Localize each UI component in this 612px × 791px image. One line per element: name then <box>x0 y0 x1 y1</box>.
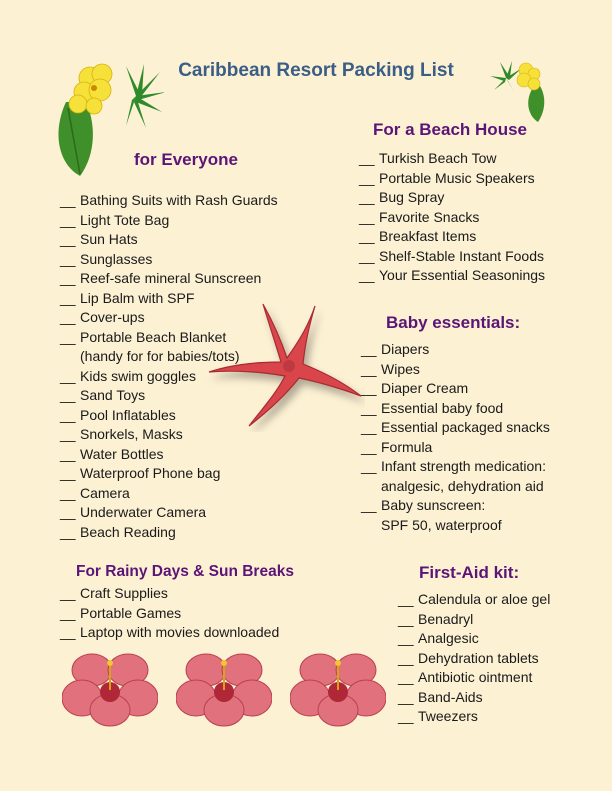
item-text: Reef-safe mineral Sunscreen <box>80 270 262 286</box>
list-item <box>359 169 545 189</box>
checkbox-blank: __ <box>359 208 375 225</box>
checkbox-blank: __ <box>60 585 76 601</box>
list-item <box>359 227 545 247</box>
hibiscus-flower-icon <box>176 650 272 728</box>
item-subtext: (handy for for babies/tots) <box>80 348 240 364</box>
checkbox-blank: __ <box>361 458 377 474</box>
list-item <box>361 360 550 380</box>
checkbox-blank: __ <box>398 688 414 705</box>
list-item <box>361 418 550 438</box>
checkbox-blank: __ <box>361 497 377 513</box>
item-text: Laptop with movies downloaded <box>80 624 280 640</box>
list-item <box>60 604 279 624</box>
checkbox-blank: __ <box>60 465 76 481</box>
checkbox-blank: __ <box>60 211 76 228</box>
list-item <box>398 649 550 669</box>
list-item <box>361 438 550 458</box>
list-item <box>60 328 278 367</box>
item-text: Sun Hats <box>80 231 138 247</box>
list-item <box>60 211 278 231</box>
list-item <box>398 688 550 708</box>
item-text: Essential packaged snacks <box>381 419 550 435</box>
item-text: Diapers <box>381 341 430 357</box>
checkbox-blank: __ <box>60 604 76 621</box>
checkbox-blank: __ <box>361 341 377 357</box>
checkbox-blank: __ <box>60 270 76 286</box>
checkbox-blank: __ <box>359 150 375 166</box>
checkbox-blank: __ <box>359 189 375 205</box>
list-item <box>60 484 278 504</box>
heading-beach-house: For a Beach House <box>373 120 527 139</box>
item-text: Tweezers <box>418 708 478 724</box>
item-text: Craft Supplies <box>80 585 168 601</box>
checkbox-blank: __ <box>359 267 375 283</box>
list-item <box>361 399 550 419</box>
item-text: Diaper Cream <box>381 380 469 396</box>
checkbox-blank: __ <box>60 387 76 403</box>
heading-everyone: for Everyone <box>134 150 238 169</box>
item-text: Antibiotic ointment <box>418 669 533 685</box>
list-rainy-days <box>60 584 279 643</box>
checkbox-blank: __ <box>398 630 414 646</box>
list-item <box>60 406 278 426</box>
list-item <box>60 289 278 309</box>
item-text: Calendula or aloe gel <box>418 591 551 607</box>
checkbox-blank: __ <box>398 610 414 627</box>
list-first-aid <box>398 590 550 727</box>
list-item <box>359 149 545 169</box>
list-item <box>60 230 278 250</box>
list-item <box>398 668 550 688</box>
page-title: Caribbean Resort Packing List <box>178 60 454 81</box>
list-item <box>361 496 550 535</box>
item-subtext: analgesic, dehydration aid <box>381 477 544 494</box>
list-item <box>60 445 278 465</box>
item-text: Light Tote Bag <box>80 211 170 228</box>
list-item <box>361 340 550 360</box>
list-item <box>361 457 550 496</box>
list-beach-house <box>359 149 545 286</box>
checkbox-blank: __ <box>361 438 377 455</box>
item-text: Bug Spray <box>379 189 445 205</box>
list-everyone <box>60 191 278 542</box>
heading-baby-essentials: Baby essentials: <box>386 313 521 332</box>
list-item <box>60 250 278 270</box>
hibiscus-flower-icon <box>62 650 158 728</box>
item-text: Pool Inflatables <box>80 406 176 423</box>
checkbox-blank: __ <box>60 624 76 640</box>
list-item <box>60 623 279 643</box>
list-item <box>60 308 278 328</box>
checkbox-blank: __ <box>60 504 76 520</box>
list-item <box>398 707 550 727</box>
checkbox-blank: __ <box>361 419 377 435</box>
item-text: Benadryl <box>418 610 474 627</box>
item-text: Kids swim goggles <box>80 367 196 384</box>
list-item <box>60 191 278 211</box>
item-text: Essential baby food <box>381 399 504 416</box>
list-item <box>359 188 545 208</box>
list-item <box>398 610 550 630</box>
item-text: Lip Balm with SPF <box>80 289 195 306</box>
list-item <box>398 590 550 610</box>
item-text: Favorite Snacks <box>379 208 480 225</box>
list-item <box>60 584 279 604</box>
list-item <box>361 379 550 399</box>
item-text: Bathing Suits with Rash Guards <box>80 192 278 208</box>
item-text: Water Bottles <box>80 445 164 462</box>
checkbox-blank: __ <box>60 367 76 384</box>
list-item <box>60 464 278 484</box>
item-text: Turkish Beach Tow <box>379 150 497 166</box>
checkbox-blank: __ <box>359 169 375 186</box>
item-text: Sunglasses <box>80 250 153 267</box>
checkbox-blank: __ <box>398 669 414 685</box>
item-text: Formula <box>381 438 433 455</box>
list-item <box>398 629 550 649</box>
checkbox-blank: __ <box>60 328 76 345</box>
checkbox-blank: __ <box>60 309 76 325</box>
item-text: Dehydration tablets <box>418 649 539 666</box>
checkbox-blank: __ <box>359 228 375 244</box>
list-item <box>60 503 278 523</box>
item-text: Baby sunscreen: <box>381 497 486 513</box>
item-subtext: SPF 50, waterproof <box>381 516 502 533</box>
list-item <box>60 523 278 543</box>
list-item <box>60 386 278 406</box>
item-text: Analgesic <box>418 630 479 646</box>
checkbox-blank: __ <box>60 484 76 501</box>
item-text: Shelf-Stable Instant Foods <box>379 247 544 264</box>
item-text: Breakfast Items <box>379 228 477 244</box>
hibiscus-flower-icon <box>290 650 386 728</box>
item-text: Snorkels, Masks <box>80 426 183 442</box>
checkbox-blank: __ <box>361 380 377 396</box>
checkbox-blank: __ <box>359 247 375 264</box>
heading-first-aid: First-Aid kit: <box>419 563 520 582</box>
checkbox-blank: __ <box>361 360 377 377</box>
item-text: Sand Toys <box>80 387 146 403</box>
checkbox-blank: __ <box>60 250 76 267</box>
checkbox-blank: __ <box>398 708 414 724</box>
list-item <box>359 208 545 228</box>
item-text: Camera <box>80 484 130 501</box>
checkbox-blank: __ <box>60 523 76 540</box>
checkbox-blank: __ <box>398 649 414 666</box>
item-text: Your Essential Seasonings <box>379 267 546 283</box>
list-item <box>60 425 278 445</box>
heading-rainy-days: For Rainy Days & Sun Breaks <box>76 563 294 580</box>
list-baby-essentials <box>361 340 550 535</box>
list-item <box>359 247 545 267</box>
list-item <box>60 269 278 289</box>
item-text: Infant strength medication: <box>381 458 546 474</box>
item-text: Portable Games <box>80 604 182 621</box>
item-text: Wipes <box>381 360 420 377</box>
checkbox-blank: __ <box>60 426 76 442</box>
checkbox-blank: __ <box>60 289 76 306</box>
item-text: Band-Aids <box>418 688 483 705</box>
checkbox-blank: __ <box>398 591 414 607</box>
item-text: Cover-ups <box>80 309 145 325</box>
checkbox-blank: __ <box>60 192 76 208</box>
hibiscus-row <box>62 650 382 730</box>
checkbox-blank: __ <box>60 231 76 247</box>
item-text: Beach Reading <box>80 523 176 540</box>
checkbox-blank: __ <box>60 445 76 462</box>
item-text: Underwater Camera <box>80 504 207 520</box>
checkbox-blank: __ <box>361 399 377 416</box>
item-text: Portable Beach Blanket <box>80 328 227 345</box>
list-item <box>359 266 545 286</box>
list-item <box>60 367 278 387</box>
item-text: Waterproof Phone bag <box>80 465 221 481</box>
checkbox-blank: __ <box>60 406 76 423</box>
item-text: Portable Music Speakers <box>379 169 535 186</box>
